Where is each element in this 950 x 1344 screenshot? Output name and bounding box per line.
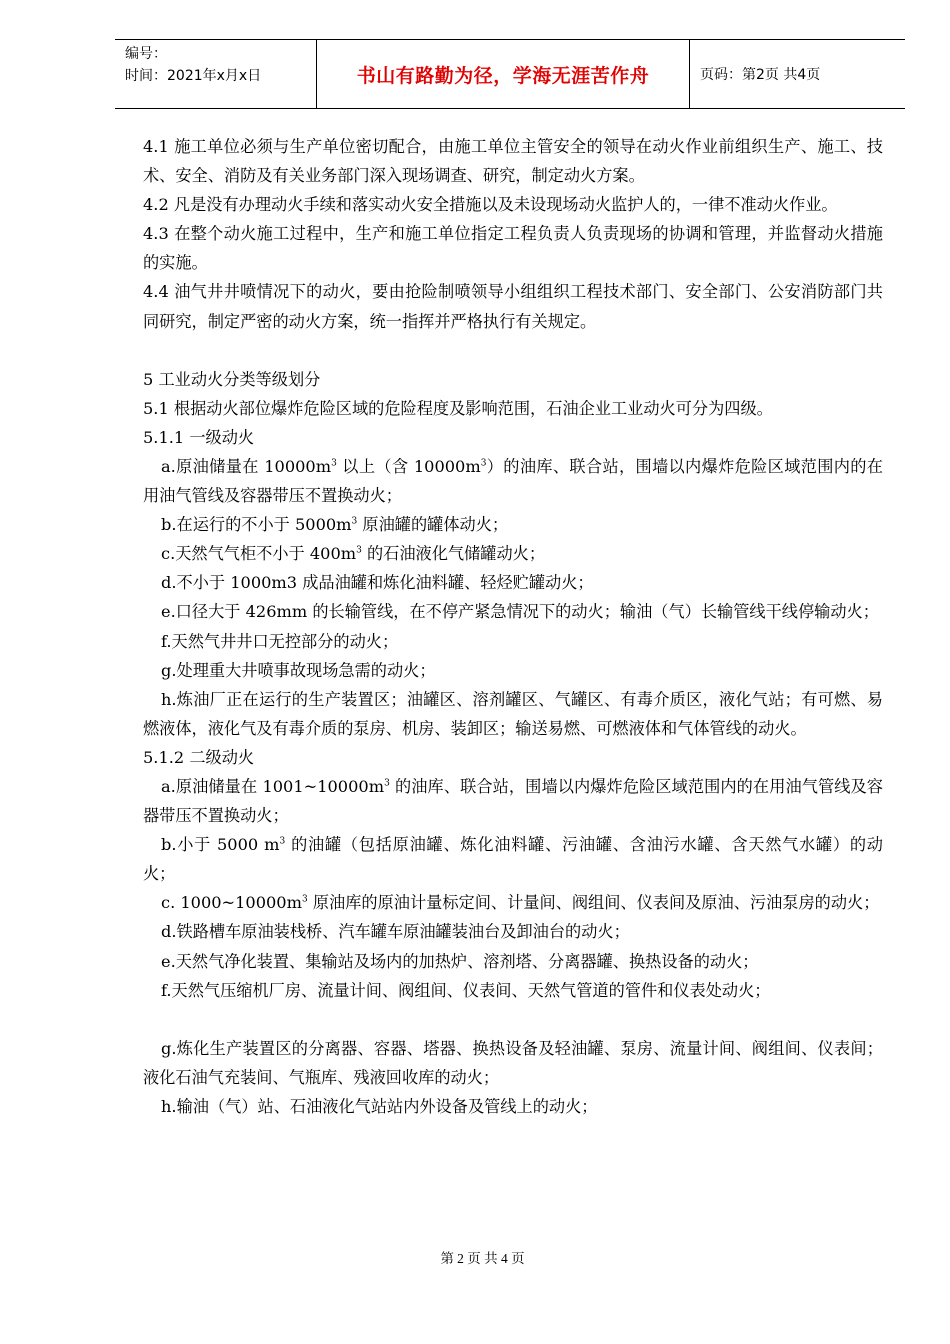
list-item-5-1-2-c: c. $1000\sim 10000m^3$ 原油库的原油计量标定间、计量间、阀组间、仪表间及原油、污油泵房的动火； bbox=[161, 893, 880, 913]
document-body bbox=[143, 132, 883, 1121]
number-label: 编号： bbox=[125, 46, 167, 62]
list-item-5-1-2-h: h.输油（气）站、石油液化气站站内外设备及管线上的动火； bbox=[161, 1096, 598, 1116]
heading-5-1-2: 5.1.2 二级动火 bbox=[143, 747, 255, 767]
list-item-5-1-1-f: f.天然气井井口无控部分的动火； bbox=[161, 631, 399, 651]
paragraph-4-1: 4.1 施工单位必须与生产单位密切配合，由施工单位主管安全的领导在动火作业前组织生产、施工、技术、安全、消防及有关业务部门深入现场调查、研究，制定动火方案。 bbox=[143, 137, 883, 186]
list-item-5-1-2-a: a.原油储量在 $1001\sim 10000m^3$ 的油库、联合站，围墙以内爆炸危险区域范围内的在用油气管线及容器带压不置换动火； bbox=[143, 776, 883, 826]
list-item-5-1-1-h: h.炼油厂正在运行的生产装置区；油罐区、溶剂罐区、气罐区、有毒介质区，液化气站；有可燃、易燃液体，液化气及有毒介质的泵房、机房、装卸区；输送易燃、可燃液体和气体管线的动火。 bbox=[143, 689, 883, 738]
list-item-5-1-1-e: e.口径大于 426mm 的长输管线，在不停产紧急情况下的动火；输油（气）长输管线干线停输动火； bbox=[161, 602, 879, 622]
spacer bbox=[143, 1005, 883, 1034]
paragraph-4-3: 4.3 在整个动火施工过程中，生产和施工单位指定工程负责人负责现场的协调和管理，并监督动火措施的实施。 bbox=[143, 224, 883, 273]
list-item-5-1-1-b: b.在运行的不小于 $5000m^3$ 原油罐的罐体动火； bbox=[161, 515, 509, 535]
paragraph-5-1: 5.1 根据动火部位爆炸危险区域的危险程度及影响范围，石油企业工业动火可分为四级。 bbox=[143, 398, 773, 418]
paragraph-4-2: 4.2 凡是没有办理动火手续和落实动火安全措施以及未设现场动火监护人的，一律不准动火作业。 bbox=[143, 195, 838, 215]
heading-5-1-1: 5.1.1 一级动火 bbox=[143, 427, 255, 447]
section-5-title: 5 工业动火分类等级划分 bbox=[143, 369, 321, 389]
header-meta bbox=[115, 40, 316, 108]
spacer bbox=[143, 336, 883, 365]
list-item-5-1-2-e: e.天然气净化装置、集输站及场内的加热炉、溶剂塔、分离器罐、换热设备的动火； bbox=[161, 951, 759, 971]
time-label: 时间：2021年x月x日 bbox=[125, 68, 262, 84]
list-item-5-1-1-g: g.处理重大井喷事故现场急需的动火； bbox=[161, 660, 436, 680]
header-motto: 书山有路勤为径，学海无涯苦作舟 bbox=[316, 40, 690, 108]
list-item-5-1-2-g: g.炼化生产装置区的分离器、容器、塔器、换热设备及轻油罐、泵房、流量计间、阀组间、仪表间；液化石油气充装间、气瓶库、残液回收库的动火； bbox=[143, 1038, 883, 1087]
list-item-5-1-2-f: f.天然气压缩机厂房、流量计间、阀组间、仪表间、天然气管道的管件和仪表处动火； bbox=[161, 980, 771, 1000]
header-page-code: 页码：第2页 共4页 bbox=[700, 67, 821, 83]
page-header bbox=[115, 39, 905, 109]
page-footer: 第 2 页 共 4 页 bbox=[440, 1251, 525, 1266]
list-item-5-1-2-d: d.铁路槽车原油装栈桥、汽车罐车原油罐装油台及卸油台的动火； bbox=[161, 922, 630, 942]
list-item-5-1-1-d: d.不小于 1000m3 成品油罐和炼化油料罐、轻烃贮罐动火； bbox=[161, 573, 594, 593]
list-item-5-1-1-a: a.原油储量在 $10000m^3$ 以上（含 $10000m^3$）的油库、联合站，围墙以内爆炸危险区域范围内的在用油气管线及容器带压不置换动火； bbox=[143, 456, 883, 506]
list-item-5-1-1-c: c.天然气气柜不小于 $400m^3$ 的石油液化气储罐动火； bbox=[161, 544, 546, 564]
paragraph-4-4: 4.4 油气井井喷情况下的动火，要由抢险制喷领导小组组织工程技术部门、安全部门、公安消防部门共同研究，制定严密的动火方案，统一指挥并严格执行有关规定。 bbox=[143, 282, 883, 331]
list-item-5-1-2-b: b.小于 5000 $m^3$ 的油罐（包括原油罐、炼化油料罐、污油罐、含油污水罐、含天然气水罐）的动火； bbox=[143, 835, 883, 884]
